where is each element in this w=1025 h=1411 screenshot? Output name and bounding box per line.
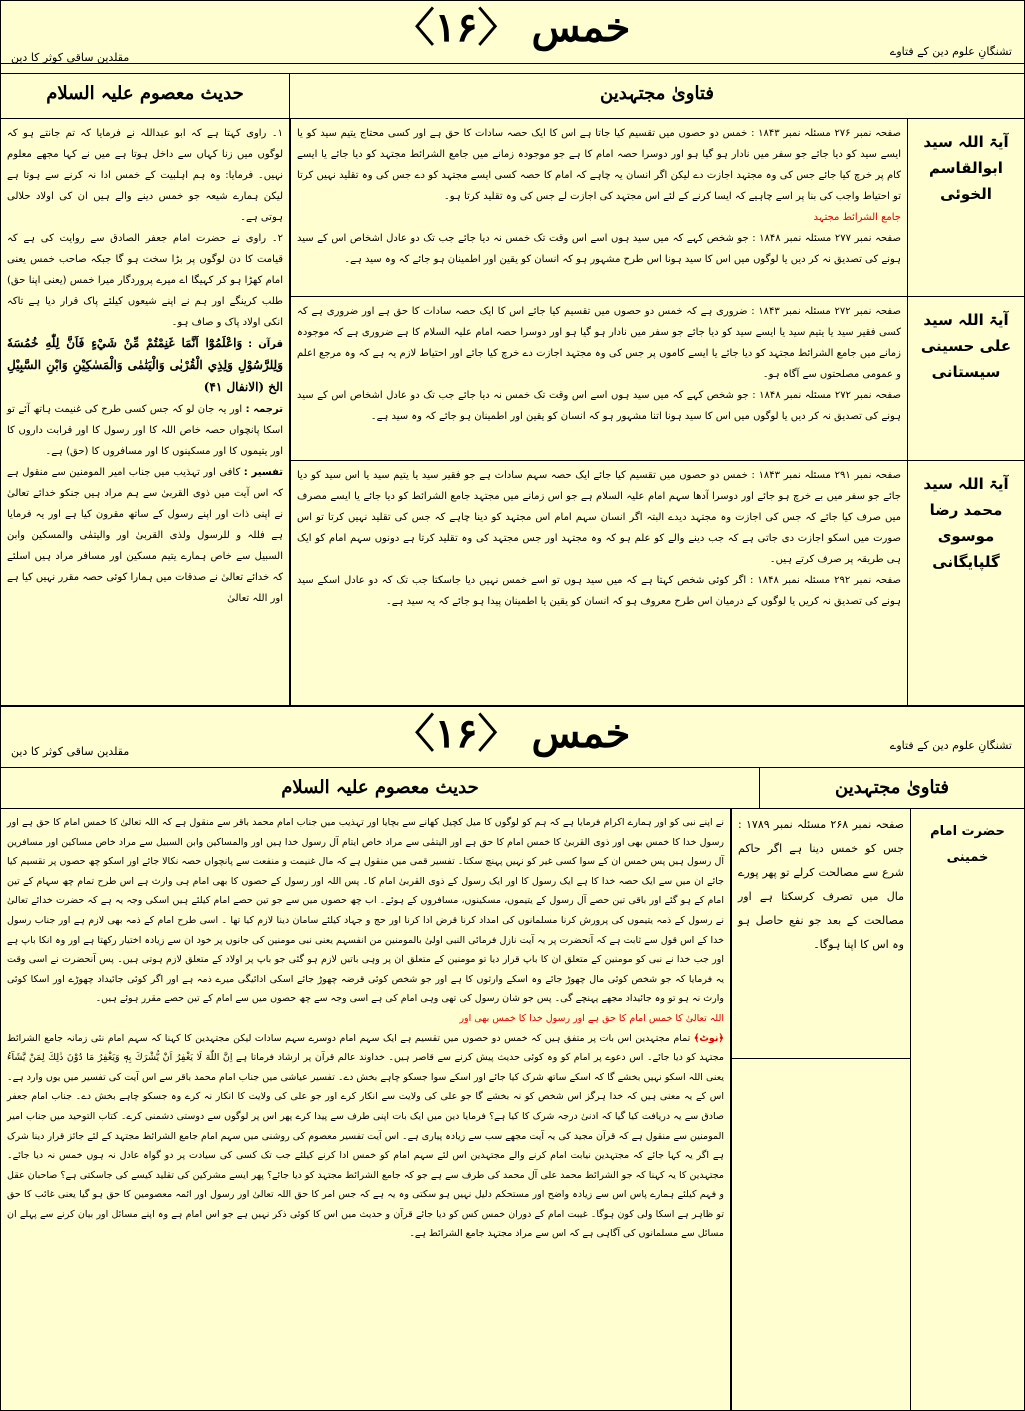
translation <box>7 399 283 462</box>
fatwa-sistani <box>290 297 907 461</box>
fatwa-sistani-text-2: صفحہ نمبر ۲۷۲ مسئلہ نمبر ۱۸۴۸ : جو شخص کہے کہ میں سید ہوں اسے اس وقت تک خمس نہ دیا جائے جب تک دو عادل اشخاص اس کے سید ہونے کی تصدیق نہ کر دیں یا لوگوں میں اس کا سید ہونا اتنا مشہور ہو کہ انسان کو یقین اور اطمینان ہو جائے کہ وہ سید ہے۔ <box>297 390 901 422</box>
quran-arabic: وَاعْلَمُوْٓا اَنَّمَا غَنِمْتُمْ مِّنْ شَيْءٍ فَاَنَّ لِلّٰهِ خُمُسَهٗ وَلِلرَّسُوْلِ وَلِذِي الْقُرْبٰى وَالْيَتٰمٰى وَالْمَسٰكِيْنِ وَابْنِ السَّبِيْلِ الخ (الانفال ۴۱) <box>7 336 283 394</box>
fatwa-khoei <box>290 119 907 297</box>
quran-label: قرآن : <box>248 339 283 350</box>
tafsir-label: تفسیر : <box>243 467 283 478</box>
note-text: تمام مجتہدین اس بات پر متفق ہیں کہ خمس دو حصوں میں تقسیم ہے ایک سہم امام دوسرے سہم سادات لیکن مجتہدین کا کہنا کہ سہم امام نئی زمانہ جامع الشرائط مجتہد کو دیا جائے۔ اس دعوے پر امام کو وہ کوئی حدیث پیش کرنے سے قاصر ہیں۔ خداوند عالم قرآن پر ارشاد فرماتا ہے اِنَّ اللّٰهَ لَا يَغْفِرُ اَنْ يُّشْرَكَ بِهٖ وَيَغْفِرُ مَا دُوْنَ ذٰلِكَ لِمَنْ يَّشَآءُ یعنی اللہ اسکو نہیں بخشے گا کہ اسکے ساتھ شرک کیا جائے اور اسکے سوا جسکو چاہے بخش دے۔ تفسیر عیاشی میں جناب امام محمد باقر سے اس آیت کی تفسیر میں یوں وارد ہے۔ اس کے یہ معنی ہیں کہ خدا ہرگز اس شخص کو نہ بخشے گا جو علی کی ولایت سے انکار کرے اور جو علی کی ولایت کا انکار نہ کرے وہ جسکو چاہے بخش دے۔ جناب امام جعفر صادق سے یہ دریافت کیا گیا کہ ادنیٰ درجہ شرک کا کیا ہے؟ فرمایا دین میں ایک بات اپنی طرف سے پیدا کرے پھر اس پر لوگوں سے دوستی دشمنی کرے۔ کتاب التوحید میں جناب امیر المومنین سے منقول ہے کہ قرآن مجید کی یہ آیت مجھے سب سے زیادہ پیاری ہے۔ اس آیت تفسیر معصوم کی روشنی میں سہم امام جامع الشرائط مجتہد کے لئے جائز قرار دینا شرک ہے اگر یہ کہا جائے کہ مجتہدین نیابت امام کرنے والے مجتہدین اس لئے سہم امام کو خمس ادا کرنے کیلئے جب تک کسی کی سیادت پر دو گواہ عادل نہ ہوں خمس نہ دیا جائے۔ مجتہدین کا یہ کہنا کہ جو الشرائط محمد علی آل محمد کی طرف سے ہے جو کہ جامع الشرائط مجتہد کو دیا جائے؟ پھر ایسے مشرکین کی تقلید کیسے کی جاسکتی ہے؟ صاحبان عقل و فہم کیلئے ہمارے پاس اس سے زیادہ واضح اور مستحکم دلیل نہیں ہو سکتی وہ یہ ہے کہ جس امر کا حق اللہ تعالیٰ اور رسول اور ائمہ معصومین کا حق ہو گیا یعنی غائب کا حق تو ظاہر ہے اسکا ولی کون ہوگا۔ غیبت امام کے دوران خمس کس کو دیا جائے قرآن و حدیث میں اس کا کوئی ذکر نہیں ہے جو اس امام ہے وہ اپنے مسائل اور بیان کرنے سے پہلے ان مسائل سے مسلمانوں کی آگاہی ہے کہ اس سے مراد مجتہد جامع الشرائط ہے۔ <box>7 1032 724 1240</box>
page-title: خمس 〈۱۶〉 <box>394 4 631 51</box>
fatwa-khoei-text-2: صفحہ نمبر ۲۷۷ مسئلہ نمبر ۱۸۴۸ : جو شخص کہے کہ میں سید ہوں اسے اس وقت تک خمس نہ دیا جائے جب تک دو عادل اشخاص اس کے سید ہونے کی تصدیق نہ کر دیں یا لوگوں میں اس کا سید ہونا اس طرح مشہور ہو کہ انسان کو یقین اور اطمینان ہو جائے کہ وہ سید ہے۔ <box>297 233 901 265</box>
mujtahid-name-khoei: آیۃ اللہ سید ابوالقاسم الخوئی <box>907 119 1024 297</box>
fatwa-khoei-highlight: جامع الشرائط مجتہد <box>813 212 901 223</box>
hadith-cell <box>1 119 290 706</box>
translation-text: اور یہ جان لو کہ جس کسی طرح کی غنیمت ہاتھ آئے تو اسکا پانچواں حصہ خاص اللہ کا اور رسول کا اور قرابت داروں کا اور یتیموں کا اور مسکینوں کا اور مسافروں کا (حق) ہے۔ <box>7 404 283 457</box>
tafsir-text: کافی اور تہذیب میں جناب امیر المومنین سے منقول ہے کہ اس آیت میں ذوی القربیٰ سے ہم مراد ہیں جنکو خدائے تعالیٰ نے اپنی ذات اور اپنے رسول کے ساتھ مقرون کیا ہے اور یہ فرمایا ہے فللہ و للرسول ولذی القربیٰ اور والیتمٰی والمسکین وابن السبیل سے خاص ہمارے یتیم مسکین اور مسافر مراد ہیں اسلئے کہ خدائے تعالیٰ نے صدقات میں ہمارا کوئی حصہ مقرر نہیں کیا ہے اور اللہ تعالیٰ <box>7 467 283 604</box>
hadith-2-highlight-1: اللہ تعالیٰ کا خمس امام کا حق ہے اور رسول خدا کا خمس بھی اور <box>459 1012 724 1024</box>
mujtahid-name-khomeini: حضرت امام خمینی <box>910 809 1024 1411</box>
section-2-header <box>1 707 1024 767</box>
fatwa-golpaygani-text: صفحہ نمبر ۲۹۱ مسئلہ نمبر ۱۸۴۳ : خمس دو حصوں میں تقسیم کیا جائے ایک حصہ سہم سادات ہے جو فقیر سید یا یتیم سید یا اس سید کو دیا جائے جو سفر میں بے خرچ ہو جائے اور دوسرا آدھا سہم امام علیہ السلام ہے جو اس زمانے میں مجتہد جامع الشرائط کو دیا جائے یا ایسے مصرف میں صرف کیا جائے کہ جس کی اجازت وہ مجتہد دیدے البتہ اگر انسان سہم امام اس مجتہد کو دینا چاہے کہ جس کی تقلید نہیں کرتا تو اس صورت میں اسکو اجازت دی جاتی ہے کہ جب دینے والے کو علم ہو کہ وہ مجتہد اور جس مجتہد کی وہ تقلید کرتا ہے دونوں سہم امام کو ایک ہی طریقہ پر صرف کرتے ہیں۔ <box>297 470 902 565</box>
fatwa-khoei-text: صفحہ نمبر ۲۷۶ مسئلہ نمبر ۱۸۴۳ : خمس دو حصوں میں تقسیم کیا جاتا ہے اس کا ایک حصہ سادات کا حق ہے اور کسی محتاج یتیم سید کو یا ایسے سید کو دیا جائے جو سفر میں نادار ہو گیا ہو اور دوسرا حصہ امام کا ہے جو موجودہ زمانے میں جامع الشرائط مجتہد کو دیا جائے یا ایسے کام پر خرچ کیا جائے جس کی وہ مجتہد اجازت دے لیکن اگر انسان یہ چاہے کہ امام کا حصہ کسی ایسے مجتہد کو دے جس کی وہ تقلید نہیں کرتا تو احتیاط واجب کی بنا پر اسے چاہیے کہ ایسا کرنے کے لئے اس مجتہد کی اجازت لے جس کی وہ تقلید کرتا ہو۔ <box>297 128 901 202</box>
hadith-paragraph-1: ۱۔ راوی کہتا ہے کہ ابو عبداللہ نے فرمایا کہ تم جانتے ہو کہ لوگوں میں زنا کہاں سے داخل ہوتا ہے میں نے کہا مجھے معلوم نہیں۔ فرمایا: وہ ہم اہلبیت کے خمس ادا نہ کرنے سے ہوتا ہے لیکن ہمارے شیعہ جو خمس دینے والے ہیں ان کی اولاد حلالی ہوتی ہے۔ <box>7 128 283 223</box>
note <box>7 1029 724 1245</box>
mujtahid-name-golpaygani: آیۃ اللہ سید محمد رضا موسوی گلپایگانی <box>907 461 1024 706</box>
divider <box>1 63 1024 64</box>
hadith-column-header: حدیث معصوم علیہ السلام <box>1 73 290 119</box>
subtitle-right-2: تشنگانِ علوم دین کے فتاوے <box>889 739 1012 752</box>
subtitle-left-2: مقلدین ساقی کوثر کا دین <box>11 745 130 758</box>
fatwa-golpaygani-text-2: صفحہ نمبر ۲۹۲ مسئلہ نمبر ۱۸۴۸ : اگر کوئی شخص کہتا ہے کہ میں سید ہوں تو اسے خمس نہیں دیا جاسکتا جب تک کہ دو عادل اسکے سید ہونے کی تصدیق نہ کریں یا لوگوں کے درمیان اس طرح معروف ہو کہ انسان کو یقین یا اطمینان پیدا ہو جائے کہ یہ سید ہے۔ <box>297 575 902 607</box>
fatwa-khomeini <box>731 809 910 1059</box>
translation-label: ترجمہ : <box>245 404 283 415</box>
fatawa-column-header-2: فتاویٰ مجتہدین <box>760 767 1024 809</box>
subtitle-right: تشنگانِ علوم دین کے فتاوے <box>889 45 1012 58</box>
tafsir <box>7 462 283 609</box>
hadith-column-header-2: حدیث معصوم علیہ السلام <box>1 767 760 809</box>
hadith-cell-2 <box>1 809 731 1411</box>
fatwa-sistani-text: صفحہ نمبر ۲۷۲ مسئلہ نمبر ۱۸۴۳ : ضروری ہے کہ خمس دو حصوں میں تقسیم کیا جائے اس کا ایک حصہ سادات کا حق ہے اور ضروری ہے کہ کسی فقیر سید یا یتیم سید یا ایسے سید کو دیا جائے جو سفر میں نادار ہو گیا ہو اور دوسرا حصہ امام علیہ السلام کا ہے ضروری ہے کہ موجودہ زمانے میں جامع الشرائط مجتہد کو دیا جائے یا ایسے کاموں پر جس کی وہ مجتہد اجازت دے خرچ کیا جائے اور احتیاط لازم یہ ہے کہ وہ مرجع اعلم و عمومی مصلحتوں سے آگاہ ہو۔ <box>297 306 901 380</box>
fatwa-golpaygani <box>290 461 907 706</box>
quran-verse <box>7 333 283 399</box>
hadith-paragraph-2: ۲۔ راوی نے حضرت امام جعفر الصادق سے روایت کی ہے کہ قیامت کا دن لوگوں پر بڑا سخت ہو گا جبکہ صاحب خمس یعنی امام کھڑا ہو کر کہیگا اے میرے پروردگار میرا خمس (یعنی اپنا حق) طلب کرینگے اور ہم نے اپنے شیعوں کیلئے پاک قرار دیا ہے تاکہ انکی اولاد پاک و صاف ہو۔ <box>7 233 283 328</box>
fatwa-khomeini-blank <box>731 1059 910 1411</box>
fatwa-khomeini-text: صفحہ نمبر ۲۶۸ مسئلہ نمبر ۱۷۸۹ : جس کو خمس دینا ہے اگر حاکم شرع سے مصالحت کرلے تو پھر پورے مال میں تصرف کرسکتا ہے اور مصالحت کے بعد جو نفع حاصل ہو وہ اس کا اپنا ہوگا۔ <box>738 818 904 951</box>
mujtahid-name-sistani: آیۃ اللہ سید علی حسینی سیستانی <box>907 297 1024 461</box>
note-label: ﴿نوٹ﴾ <box>693 1032 724 1044</box>
subtitle-left: مقلدین ساقی کوثر کا دین <box>11 51 130 64</box>
hadith-2-paragraph: نے اپنے نبی کو اور ہمارے اکرام فرمایا ہے کہ ہم کو لوگوں کا میل کچیل کھانے سے بچایا اور تہذیب میں جناب امام محمد باقر سے منقول ہے کہ اللہ تعالیٰ کا خمس امام کا حق ہے اور رسول خدا کا خمس بھی اور ذوی القربیٰ کا خمس امام کا حق ہے اور الیتمٰی سے مراد خاص ایتام آل رسول خدا ہیں اور والمساکین وابن السبیل سے مراد خاص مساکین اور مسافرین آل رسول ہیں پس خمس ان کے سوا کسی غیر کو نہیں پہنچ سکتا۔ تفسیر قمی میں منقول ہے کہ مال غنیمت و منفعت سے پانچواں حصہ نکالا جائے اور اسکو چھ حصوں پر تقسیم کیا جائے ان میں سے ایک حصہ خدا کا ہے ایک رسول کا اور ایک رسول کے ذوی القربیٰ امام کا۔ پس اللہ اور رسول کے حصوں کا بھی امام ہی وارث ہے اس طرح تمام چھ سہام کے تین امام کے ہو گئے اور باقی تین حصے آل رسول کے یتیموں، مسکینوں، مسافروں کے ہوئے۔ اب چھ حصوں میں سے جو تین حصے امام کیلئے ہیں اسکی وجہ یہ ہے کہ حضرت خدائے تعالیٰ نے رسول کے ذمہ یتیموں کی پرورش کرنا مسلمانوں کی امداد کرنا قرض ادا کرنا اور حج و جہاد کیلئے سامان دینا لازم کیا تھا ۔ اسی طرح امام کے ذمہ بھی لازم ہے اور جناب رسول خدا کے اس قول سے ثابت ہے کہ آنحضرت پر یہ آیت نازل فرمائی النبی اولیٰ بالمومنین من انفسہم یعنی نبی مومنین کی جانوں پر خود ان سے زیادہ اختیار رکھتا ہے اور وہ انکا باپ ہے اور جب خدا نے نبی کو مومنین کے متعلق ان کا باپ قرار دیا تو مومنین کے متعلق ان پر وہی باتیں لازم ہو گئی جو باپ پر اولاد کے متعلق لازم ہوتی ہیں۔ پس آنحضرت نے اسی وقت یہ فرمایا کہ جو شخص کوئی مال چھوڑ جائے وہ اسکے وارثوں کا ہے اور جو شخص کوئی قرضہ چھوڑ جائے اسکی ادائیگی میرے ذمہ ہے اور اگر کوئی جائیداد چھوڑے اور اسکا کوئی وارث نہ ہو تو وہ جائیداد مجھے پہنچے گی۔ پس جو شان رسول کی تھی وہی امام کی ہے اسی وجہ سے چھ حصوں میں سے امام کے تین حصے مقرر ہوئے ہیں۔ <box>7 817 724 1005</box>
section-2 <box>0 706 1025 1411</box>
page-title-2: خمس 〈۱۶〉 <box>394 710 631 757</box>
fatawa-column-header: فتاویٰ مجتہدین <box>290 73 1024 119</box>
